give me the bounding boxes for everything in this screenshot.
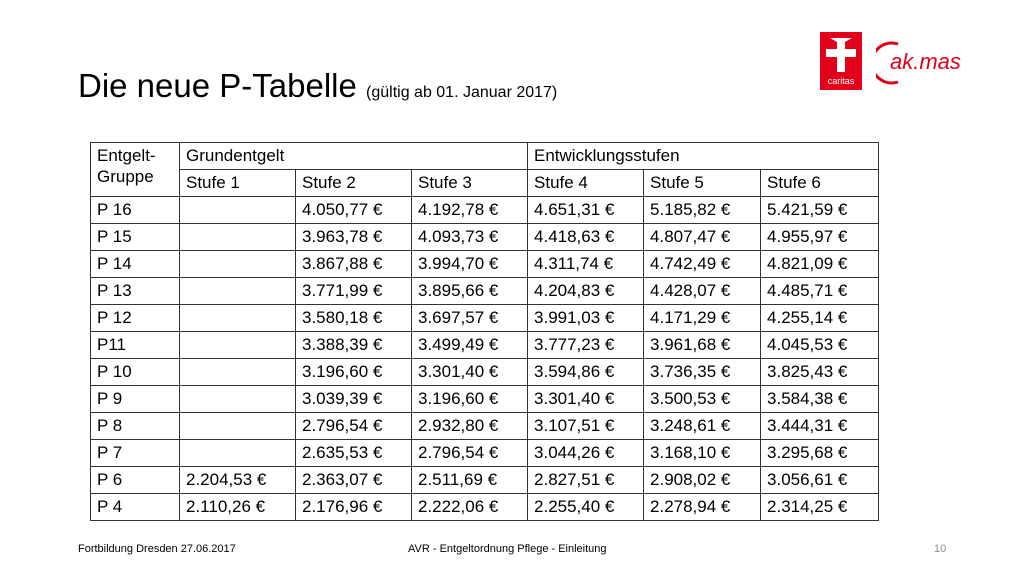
stufe-5-cell: 2.908,02 €	[644, 467, 761, 494]
stufe-3-cell: 3.895,66 €	[412, 278, 528, 305]
stufe-3-cell: 4.192,78 €	[412, 197, 528, 224]
table-row	[91, 251, 879, 278]
table-row	[91, 413, 879, 440]
stufe-3-cell: 2.511,69 €	[412, 467, 528, 494]
akmas-logo	[876, 38, 972, 88]
stufe-1-cell	[180, 305, 296, 332]
stufe-5-cell: 4.428,07 €	[644, 278, 761, 305]
stufe-1-cell	[180, 386, 296, 413]
stufe-2-cell: 4.050,77 €	[296, 197, 412, 224]
entgeltgruppe-cell: P 9	[91, 386, 180, 413]
stufe-4-cell: 3.301,40 €	[528, 386, 644, 413]
stufe-6-cell: 4.821,09 €	[761, 251, 879, 278]
stufe-4-cell: 3.777,23 €	[528, 332, 644, 359]
stufe-4-cell: 4.311,74 €	[528, 251, 644, 278]
table-row	[91, 467, 879, 494]
stufe-5-cell: 4.807,47 €	[644, 224, 761, 251]
stufe-6-cell: 4.485,71 €	[761, 278, 879, 305]
stufe-6-cell: 3.444,31 €	[761, 413, 879, 440]
stufe-2-cell: 2.363,07 €	[296, 467, 412, 494]
stufe-2-cell: 3.580,18 €	[296, 305, 412, 332]
table-row	[91, 359, 879, 386]
table-row	[91, 332, 879, 359]
stufe-2-cell: 3.771,99 €	[296, 278, 412, 305]
entgeltgruppe-cell: P 13	[91, 278, 180, 305]
stufe-4-cell: 3.594,86 €	[528, 359, 644, 386]
stufe-6-cell: 2.314,25 €	[761, 494, 879, 521]
table-row	[91, 278, 879, 305]
stufe-3-cell: 2.932,80 €	[412, 413, 528, 440]
stufe-1-cell	[180, 359, 296, 386]
stufe-4-cell: 2.827,51 €	[528, 467, 644, 494]
title-subtitle: (gültig ab 01. Januar 2017)	[366, 84, 558, 101]
stufe-2-cell: 3.388,39 €	[296, 332, 412, 359]
stufe-5-cell: 3.500,53 €	[644, 386, 761, 413]
stufe-3-cell: 3.994,70 €	[412, 251, 528, 278]
stufe-5-cell: 5.185,82 €	[644, 197, 761, 224]
entgeltgruppe-cell: P 15	[91, 224, 180, 251]
stufe-1-cell	[180, 332, 296, 359]
entwicklungsstufen-header: Entwicklungsstufen	[528, 143, 879, 170]
stufe-2-header: Stufe 2	[296, 170, 412, 197]
stufe-3-cell: 3.301,40 €	[412, 359, 528, 386]
grundentgelt-header: Grundentgelt	[180, 143, 528, 170]
stufe-3-header: Stufe 3	[412, 170, 528, 197]
stufe-2-cell: 3.867,88 €	[296, 251, 412, 278]
stufe-2-cell: 2.176,96 €	[296, 494, 412, 521]
stufe-6-cell: 4.955,97 €	[761, 224, 879, 251]
stufe-5-cell: 2.278,94 €	[644, 494, 761, 521]
stufe-5-cell: 3.961,68 €	[644, 332, 761, 359]
stufe-1-cell: 2.204,53 €	[180, 467, 296, 494]
stufe-5-cell: 4.742,49 €	[644, 251, 761, 278]
caritas-logo	[820, 32, 862, 90]
stufe-1-cell	[180, 413, 296, 440]
stufe-1-cell	[180, 278, 296, 305]
entgeltgruppe-cell: P11	[91, 332, 180, 359]
footer-topic: AVR - Entgeltordnung Pflege - Einleitung	[408, 543, 607, 555]
stufe-2-cell: 3.963,78 €	[296, 224, 412, 251]
table-row	[91, 440, 879, 467]
stufe-5-header: Stufe 5	[644, 170, 761, 197]
entgeltgruppe-header-line2: Gruppe	[97, 167, 154, 186]
stufe-6-cell: 5.421,59 €	[761, 197, 879, 224]
stufe-1-cell: 2.110,26 €	[180, 494, 296, 521]
stufe-6-cell: 4.255,14 €	[761, 305, 879, 332]
stufe-3-cell: 3.196,60 €	[412, 386, 528, 413]
stufe-2-cell: 3.196,60 €	[296, 359, 412, 386]
table-row	[91, 386, 879, 413]
title-main: Die neue P-Tabelle	[78, 67, 357, 104]
stufe-5-cell: 3.736,35 €	[644, 359, 761, 386]
table-row	[91, 494, 879, 521]
entgeltgruppe-header	[91, 143, 180, 197]
stufe-5-cell: 4.171,29 €	[644, 305, 761, 332]
footer-event: Fortbildung Dresden 27.06.2017	[78, 543, 236, 555]
table-row	[91, 197, 879, 224]
table-row	[91, 305, 879, 332]
akmas-logo-text: ak.mas	[890, 49, 961, 74]
stufe-1-cell	[180, 251, 296, 278]
entgeltgruppe-cell: P 8	[91, 413, 180, 440]
stufen-header-row	[91, 170, 879, 197]
stufe-4-cell: 4.204,83 €	[528, 278, 644, 305]
stufe-4-header: Stufe 4	[528, 170, 644, 197]
caritas-logo-text: caritas	[827, 76, 855, 86]
entgeltgruppe-cell: P 14	[91, 251, 180, 278]
page-number: 10	[934, 543, 947, 555]
stufe-6-header: Stufe 6	[761, 170, 879, 197]
p-table	[90, 142, 879, 521]
stufe-6-cell: 3.295,68 €	[761, 440, 879, 467]
stufe-1-cell	[180, 224, 296, 251]
stufe-3-cell: 2.796,54 €	[412, 440, 528, 467]
stufe-1-header: Stufe 1	[180, 170, 296, 197]
stufe-4-cell: 3.991,03 €	[528, 305, 644, 332]
stufe-4-cell: 2.255,40 €	[528, 494, 644, 521]
entgeltgruppe-cell: P 4	[91, 494, 180, 521]
stufe-3-cell: 3.499,49 €	[412, 332, 528, 359]
entgeltgruppe-cell: P 12	[91, 305, 180, 332]
entgeltgruppe-cell: P 7	[91, 440, 180, 467]
stufe-3-cell: 4.093,73 €	[412, 224, 528, 251]
stufe-2-cell: 3.039,39 €	[296, 386, 412, 413]
stufe-2-cell: 2.796,54 €	[296, 413, 412, 440]
stufe-6-cell: 4.045,53 €	[761, 332, 879, 359]
stufe-4-cell: 4.418,63 €	[528, 224, 644, 251]
table-header-row	[91, 143, 879, 170]
slide-title	[78, 66, 557, 113]
stufe-6-cell: 3.056,61 €	[761, 467, 879, 494]
entgeltgruppe-header-line1: Entgelt-	[97, 146, 156, 165]
stufe-5-cell: 3.248,61 €	[644, 413, 761, 440]
stufe-6-cell: 3.584,38 €	[761, 386, 879, 413]
entgeltgruppe-cell: P 16	[91, 197, 180, 224]
stufe-3-cell: 3.697,57 €	[412, 305, 528, 332]
stufe-4-cell: 4.651,31 €	[528, 197, 644, 224]
stufe-4-cell: 3.044,26 €	[528, 440, 644, 467]
table-row	[91, 224, 879, 251]
stufe-5-cell: 3.168,10 €	[644, 440, 761, 467]
entgeltgruppe-cell: P 10	[91, 359, 180, 386]
stufe-2-cell: 2.635,53 €	[296, 440, 412, 467]
stufe-6-cell: 3.825,43 €	[761, 359, 879, 386]
stufe-1-cell	[180, 197, 296, 224]
entgeltgruppe-cell: P 6	[91, 467, 180, 494]
stufe-4-cell: 3.107,51 €	[528, 413, 644, 440]
stufe-3-cell: 2.222,06 €	[412, 494, 528, 521]
stufe-1-cell	[180, 440, 296, 467]
